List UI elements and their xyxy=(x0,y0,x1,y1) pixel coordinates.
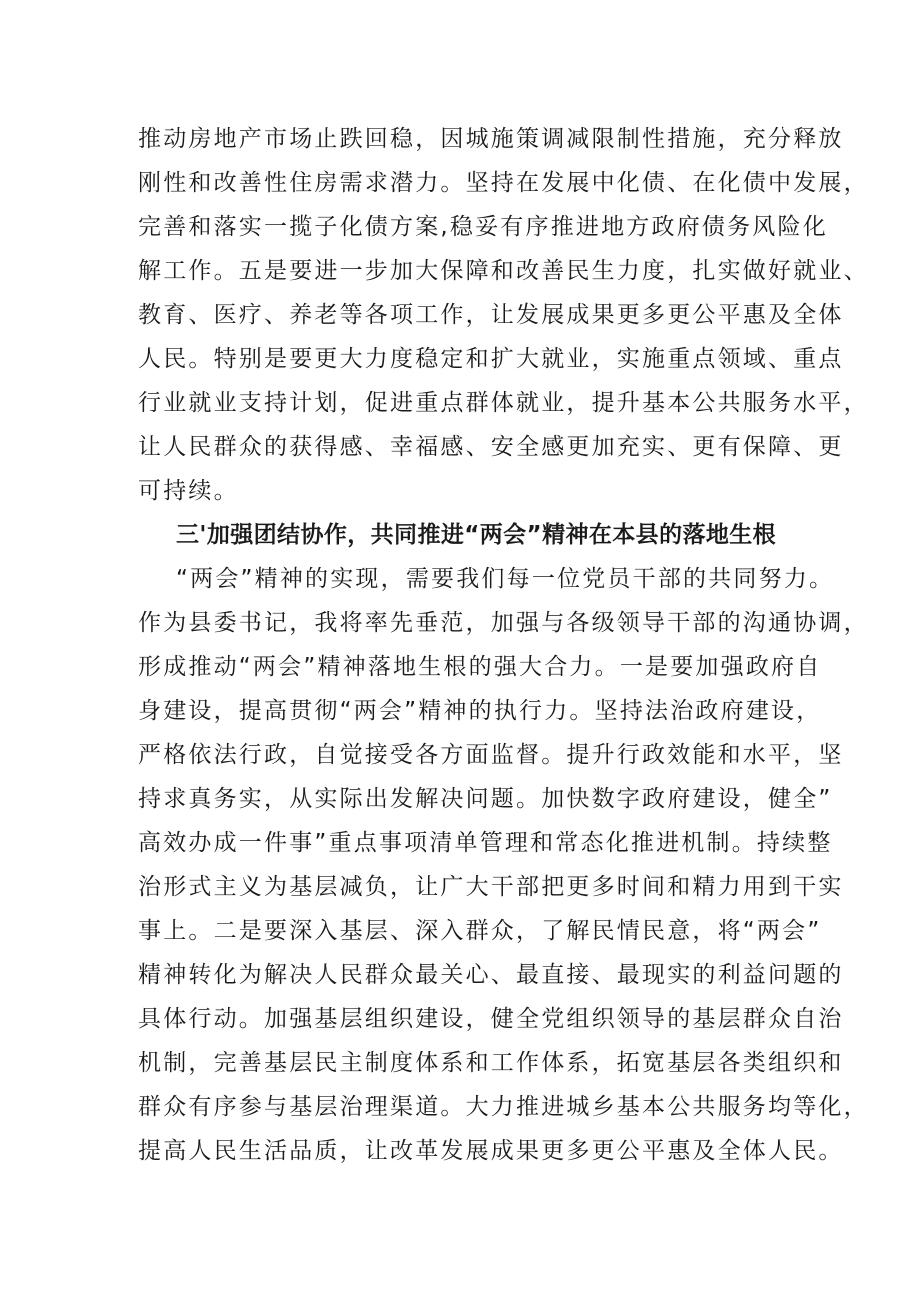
paragraph-line: 治形式主义为基层减负，让广大干部把更多时间和精力用到干实 xyxy=(138,874,844,900)
paragraph-line: 行业就业支持计划，促进重点群体就业，提升基本公共服务水平， xyxy=(138,390,869,416)
section-heading: 三'加强团结协作，共同推进“两会”精神在本县的落地生根 xyxy=(176,522,777,548)
paragraph-line: “两会”精神的实现，需要我们每一位党员干部的共同努力。 xyxy=(176,566,835,592)
paragraph-line: 机制，完善基层民主制度体系和工作体系，拓宽基层各类组织和 xyxy=(138,1050,844,1076)
paragraph-line: 让人民群众的获得感、幸福感、安全感更加充实、更有保障、更 xyxy=(138,434,844,460)
paragraph-line: 具体行动。加强基层组织建设，健全党组织领导的基层群众自治 xyxy=(138,1006,844,1032)
paragraph-line: 可持续。 xyxy=(138,478,239,504)
paragraph-line: 高效办成一件事”重点事项清单管理和常态化推进机制。持续整 xyxy=(138,830,833,856)
paragraph-line: 事上。二是要深入基层、深入群众，了解民情民意，将“两会” xyxy=(138,918,822,944)
paragraph-line: 提高人民生活品质，让改革发展成果更多更公平惠及全体人民。 xyxy=(138,1138,844,1164)
paragraph-line: 严格依法行政，自觉接受各方面监督。提升行政效能和水平，坚 xyxy=(138,742,844,768)
paragraph-line: 教育、医疗、养老等各项工作，让发展成果更多更公平惠及全体 xyxy=(138,302,844,328)
paragraph-line: 人民。特别是要更大力度稳定和扩大就业，实施重点领域、重点 xyxy=(138,346,844,372)
paragraph-line: 精神转化为解决人民群众最关心、最直接、最现实的利益问题的 xyxy=(138,962,844,988)
paragraph-line: 持求真务实，从实际出发解决问题。加快数字政府建设，健全” xyxy=(138,786,833,812)
paragraph-line: 解工作。五是要进一步加大保障和改善民生力度，扎实做好就业、 xyxy=(138,258,869,284)
paragraph-line: 刚性和改善性住房需求潜力。坚持在发展中化债、在化债中发展， xyxy=(138,170,869,196)
paragraph-line: 身建设，提高贯彻“两会”精神的执行力。坚持法治政府建设， xyxy=(138,698,822,724)
paragraph-line: 推动房地产市场止跌回稳，因城施策调减限制性措施，充分释放 xyxy=(138,126,844,152)
paragraph-line: 群众有序参与基层治理渠道。大力推进城乡基本公共服务均等化， xyxy=(138,1094,869,1120)
paragraph-line: 完善和落实一揽子化债方案,稳妥有序推进地方政府债务风险化 xyxy=(138,214,828,240)
paragraph-line: 作为县委书记，我将率先垂范，加强与各级领导干部的沟通协调， xyxy=(138,610,869,636)
paragraph-line: 形成推动“两会”精神落地生根的强大合力。一是要加强政府自 xyxy=(138,654,822,680)
